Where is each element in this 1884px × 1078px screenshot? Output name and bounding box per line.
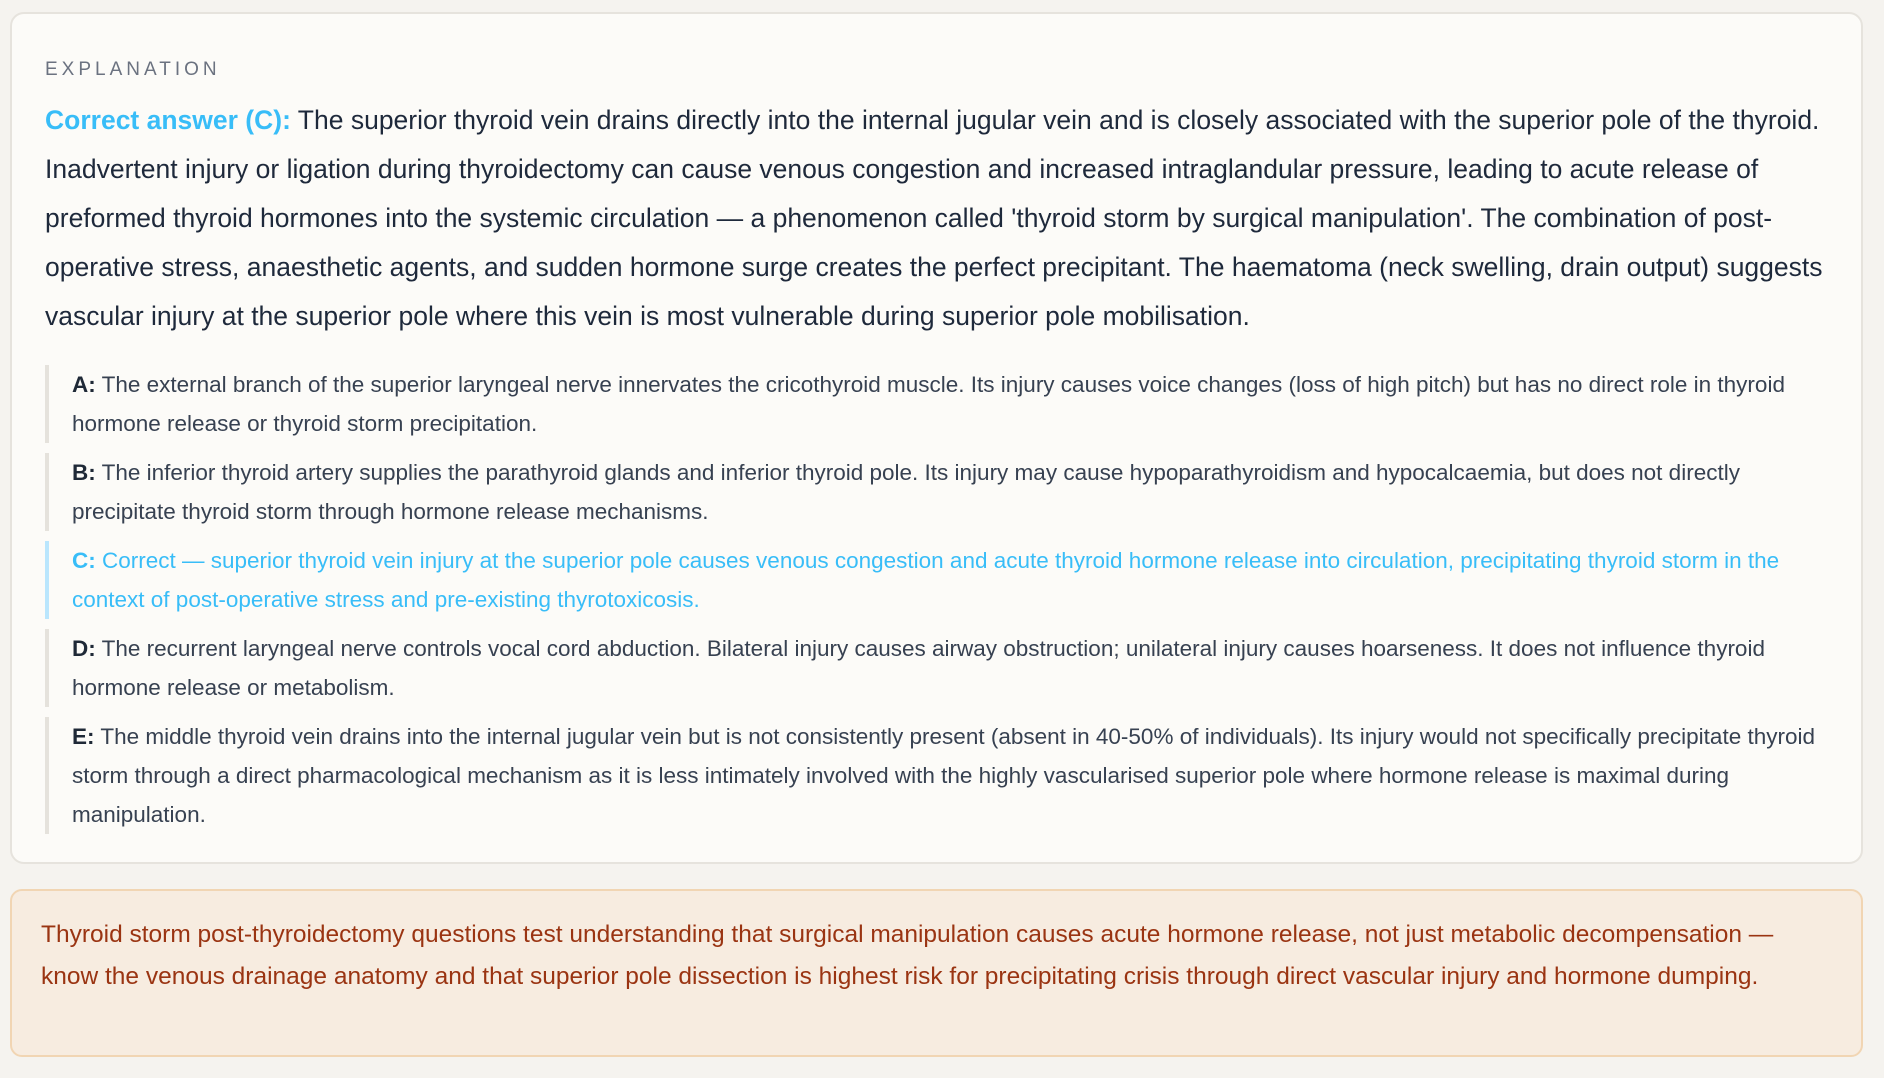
option-e-explanation bbox=[45, 717, 1829, 834]
explanation-card bbox=[10, 12, 1863, 864]
option-text: The external branch of the superior laryngeal nerve innervates the cricothyroid muscle. Its injury causes voice changes (loss of high pitch) but has no direct role in thyroid hormone release or thyroid storm precipitation. bbox=[72, 372, 1785, 436]
option-letter: B: bbox=[72, 460, 96, 485]
option-a-explanation bbox=[45, 365, 1829, 443]
option-text: The inferior thyroid artery supplies the parathyroid glands and inferior thyroid pole. Its injury may cause hypoparathyroidism and hypocalcaemia, but does not directly precipitate thyroid storm through hormone release mechanisms. bbox=[72, 460, 1740, 524]
option-letter: C: bbox=[72, 548, 96, 573]
option-text: Correct — superior thyroid vein injury at the superior pole causes venous congestion and acute thyroid hormone release into circulation, precipitating thyroid storm in the context of post-operative stress and pre-existing thyrotoxicosis. bbox=[72, 548, 1780, 612]
option-letter: E: bbox=[72, 724, 95, 749]
option-letter: D: bbox=[72, 636, 96, 661]
main-explanation-text: The superior thyroid vein drains directly into the internal jugular vein and is closely associated with the superior pole of the thyroid. Inadvertent injury or ligation during thyroidectomy can cause venous congestion and increased intraglandular pressure, leading to acute release of preformed thyroid hormones into the systemic circulation — a phenomenon called 'thyroid storm by surgical manipulation'. The combination of post-operative stress, anaesthetic agents, and sudden hormone surge creates the perfect precipitant. The haematoma (neck swelling, drain output) suggests vascular injury at the superior pole where this vein is most vulnerable during superior pole mobilisation. bbox=[45, 105, 1823, 331]
option-text: The middle thyroid vein drains into the internal jugular vein but is not consistently present (absent in 40-50% of individuals). Its injury would not specifically precipitate thyroid storm through a direct pharmacological mechanism as it is less intimately involved with the highly vascularised superior pole where hormone release is maximal during manipulation. bbox=[72, 724, 1815, 827]
exam-tip-text: Thyroid storm post-thyroidectomy questions test understanding that surgical manipulation causes acute hormone release, not just metabolic decompensation — know the venous drainage anatomy and that superior pole dissection is highest risk for precipitating crisis through direct vascular injury and hormone dumping. bbox=[41, 921, 1774, 990]
main-explanation bbox=[45, 96, 1829, 341]
option-explanations bbox=[45, 365, 1829, 834]
option-d-explanation bbox=[45, 629, 1829, 707]
exam-tip-card bbox=[10, 889, 1863, 1057]
correct-answer-label: Correct answer (C): bbox=[45, 105, 291, 135]
option-text: The recurrent laryngeal nerve controls vocal cord abduction. Bilateral injury causes airway obstruction; unilateral injury causes hoarseness. It does not influence thyroid hormone release or metabolism. bbox=[72, 636, 1765, 700]
section-label: EXPLANATION bbox=[45, 59, 221, 80]
option-c-explanation bbox=[45, 541, 1829, 619]
option-letter: A: bbox=[72, 372, 96, 397]
option-b-explanation bbox=[45, 453, 1829, 531]
